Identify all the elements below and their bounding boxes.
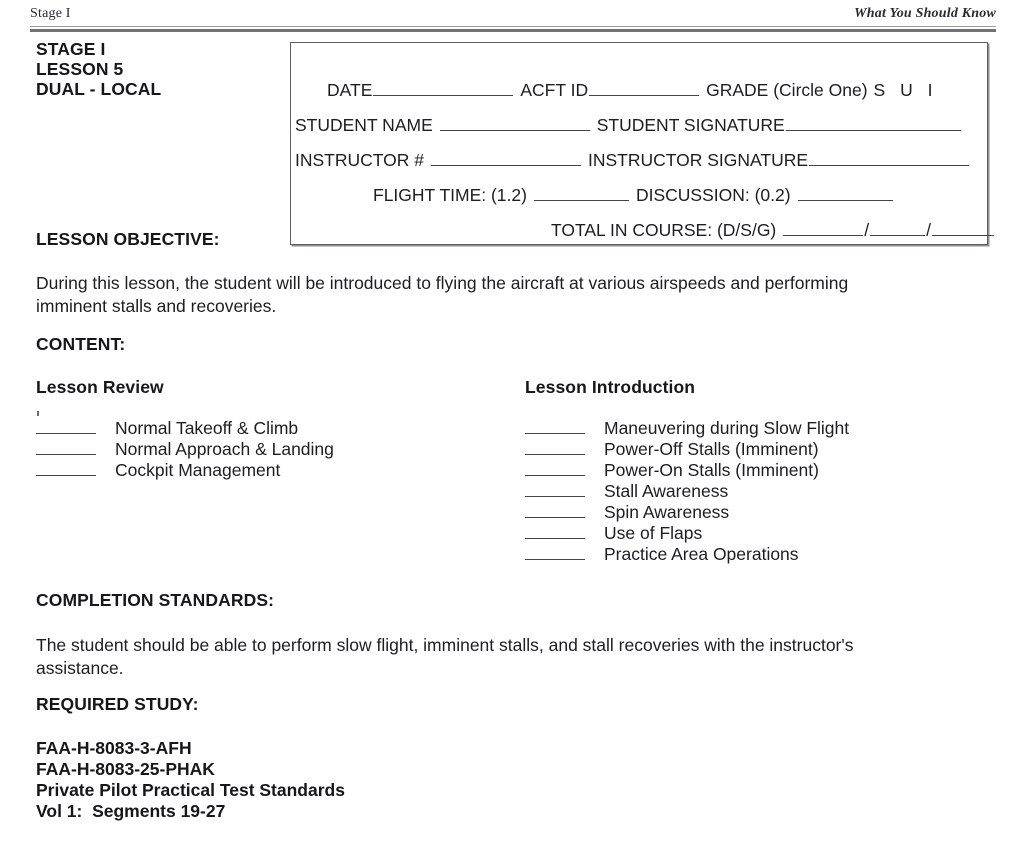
stray-tick-mark (37, 411, 39, 416)
discussion-input-blank[interactable] (798, 186, 893, 201)
instructor-signature-label: INSTRUCTOR SIGNATURE (588, 150, 809, 170)
lesson-introduction-title: Lesson Introduction (525, 377, 696, 397)
total-slash-1: / (864, 220, 870, 240)
required-study-heading: REQUIRED STUDY: (36, 694, 199, 714)
date-input-blank[interactable] (373, 81, 513, 96)
student-name-input-blank[interactable] (440, 116, 590, 131)
checklist-blank[interactable] (36, 420, 96, 434)
list-item[interactable] (525, 481, 849, 502)
form-row-student (291, 115, 991, 135)
total-in-course-label: TOTAL IN COURSE: (D/S/G) (551, 220, 777, 240)
lesson-introduction-column (525, 377, 849, 565)
checklist-blank[interactable] (525, 441, 585, 455)
lesson-objective-text (36, 272, 994, 318)
form-row-total-in-course (291, 220, 1030, 240)
instructor-signature-input-blank[interactable] (809, 151, 969, 166)
grade-label: GRADE (Circle One) (706, 80, 868, 100)
lesson-type-label: DUAL - LOCAL (36, 79, 162, 99)
lesson-review-column (36, 377, 334, 481)
form-row-times (291, 185, 1030, 205)
list-item[interactable] (525, 502, 849, 523)
date-label: DATE (327, 80, 373, 100)
list-item[interactable] (525, 544, 849, 565)
total-dual-input-blank[interactable] (783, 221, 863, 236)
page-header (30, 6, 996, 22)
grade-options[interactable]: S U I (873, 80, 938, 100)
list-item[interactable] (525, 418, 849, 439)
header-title: What You Should Know (854, 6, 996, 21)
checklist-blank[interactable] (525, 504, 585, 518)
list-item-label: Spin Awareness (604, 502, 730, 522)
completion-standards-text (36, 634, 994, 680)
checklist-blank[interactable] (525, 546, 585, 560)
list-item-label: Power-Off Stalls (Imminent) (604, 439, 819, 459)
content-heading: CONTENT: (36, 334, 126, 354)
lesson-review-title: Lesson Review (36, 377, 164, 397)
lesson-objective-line-2: imminent stalls and recoveries. (36, 296, 277, 316)
acft-id-input-blank[interactable] (589, 81, 699, 96)
total-slash-2: / (926, 220, 932, 240)
stage-label: STAGE I (36, 39, 106, 59)
flight-record-form-box (290, 42, 988, 245)
header-stage-label: Stage I (30, 6, 71, 21)
lesson-label: LESSON 5 (36, 59, 124, 79)
flight-time-input-blank[interactable] (534, 186, 629, 201)
list-item-label: Practice Area Operations (604, 544, 799, 564)
instructor-number-input-blank[interactable] (431, 151, 581, 166)
required-study-item: FAA-H-8083-3-AFH (36, 738, 192, 758)
checklist-blank[interactable] (525, 483, 585, 497)
flight-time-label: FLIGHT TIME: (1.2) (373, 185, 527, 205)
list-item-label: Use of Flaps (604, 523, 703, 543)
list-item-label: Normal Takeoff & Climb (115, 418, 299, 438)
list-item-label: Power-On Stalls (Imminent) (604, 460, 819, 480)
acft-id-label: ACFT ID (520, 80, 589, 100)
list-item-label: Cockpit Management (115, 460, 281, 480)
list-item-label: Maneuvering during Slow Flight (604, 418, 850, 438)
list-item[interactable] (36, 460, 334, 481)
required-study-list (36, 738, 345, 822)
completion-standards-heading: COMPLETION STANDARDS: (36, 590, 275, 610)
required-study-item: FAA-H-8083-25-PHAK (36, 759, 215, 779)
list-item-label: Normal Approach & Landing (115, 439, 334, 459)
checklist-blank[interactable] (36, 462, 96, 476)
list-item[interactable] (36, 439, 334, 460)
list-item[interactable] (525, 439, 849, 460)
stage-lesson-block (36, 39, 161, 99)
required-study-item: Vol 1: Segments 19-27 (36, 801, 226, 821)
list-item-label: Stall Awareness (604, 481, 729, 501)
total-ground-input-blank[interactable] (932, 221, 994, 236)
form-row-instructor (291, 150, 991, 170)
lesson-objective-line-1: During this lesson, the student will be introduced to flying the aircraft at various airspeeds and performing (36, 273, 849, 293)
list-item[interactable] (525, 460, 849, 481)
discussion-label: DISCUSSION: (0.2) (635, 185, 791, 205)
lesson-objective-heading: LESSON OBJECTIVE: (36, 229, 220, 249)
form-row-date-acft-grade (291, 80, 1023, 100)
header-divider (30, 26, 996, 31)
total-solo-input-blank[interactable] (870, 221, 925, 236)
required-study-item: Private Pilot Practical Test Standards (36, 780, 345, 800)
list-item[interactable] (36, 418, 334, 439)
student-signature-input-blank[interactable] (786, 116, 961, 131)
student-name-label: STUDENT NAME (295, 115, 433, 135)
completion-line-1: The student should be able to perform slow flight, imminent stalls, and stall recoveries with the instructor's (36, 635, 854, 655)
checklist-blank[interactable] (525, 525, 585, 539)
instructor-number-label: INSTRUCTOR # (295, 150, 424, 170)
checklist-blank[interactable] (36, 441, 96, 455)
student-signature-label: STUDENT SIGNATURE (596, 115, 785, 135)
checklist-blank[interactable] (525, 462, 585, 476)
list-item[interactable] (525, 523, 849, 544)
checklist-blank[interactable] (525, 420, 585, 434)
completion-line-2: assistance. (36, 658, 124, 678)
